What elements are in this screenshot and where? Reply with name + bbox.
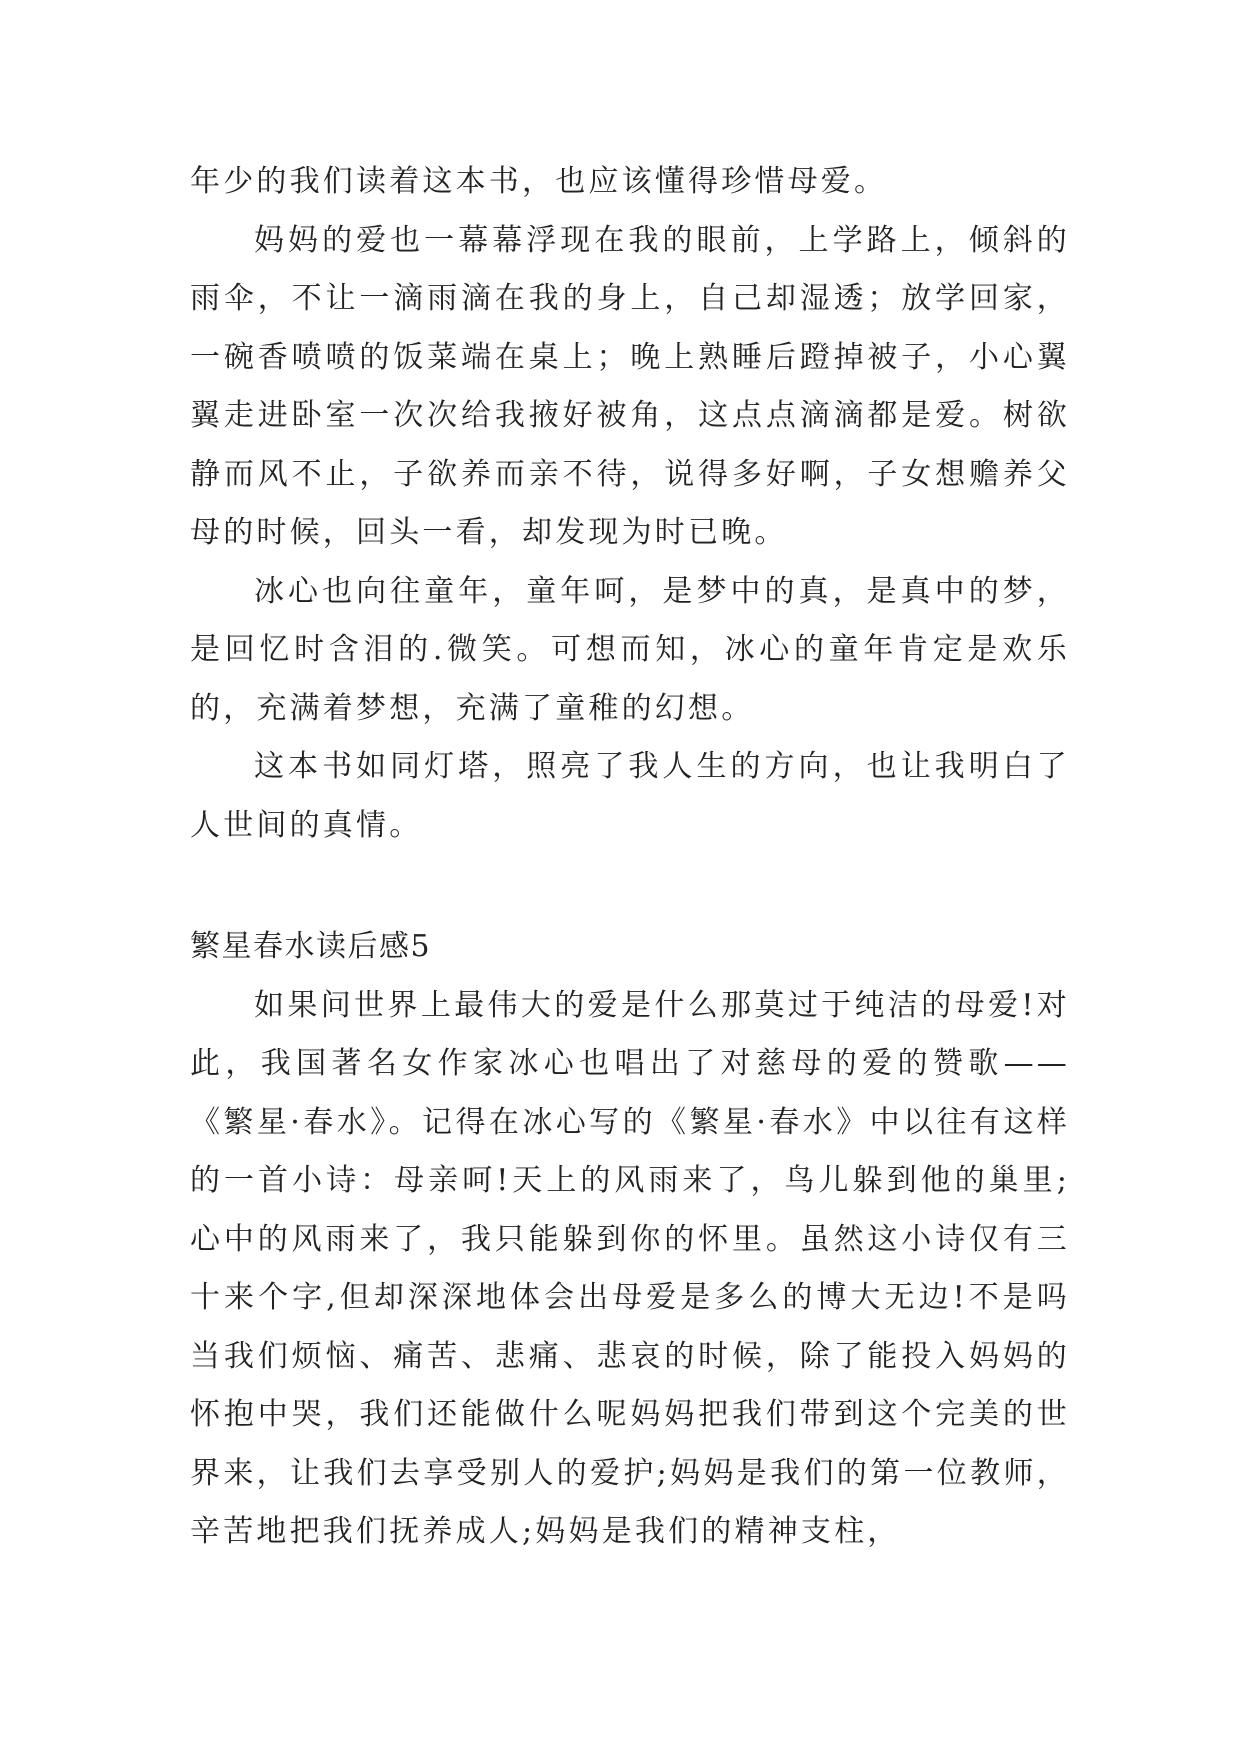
paragraph: 如果问世界上最伟大的爱是什么那莫过于纯洁的母爱!对此，我国著名女作家冰心也唱出了对慈母的爱的赞歌——《繁星·春水》。记得在冰心写的《繁星·春水》中以往有这样的一首小诗：母亲呵!天上的风雨来了，鸟儿躲到他的巢里;心中的风雨来了，我只能躲到你的怀里。虽然这小诗仅有三十来个字,但却深深地体会出母爱是多么的博大无边!不是吗当我们烦恼、痛苦、悲痛、悲哀的时候，除了能投入妈妈的怀抱中哭，我们还能做什么呢妈妈把我们带到这个完美的世界来，让我们去享受别人的爱护;妈妈是我们的第一位教师，辛苦地把我们抚养成人;妈妈是我们的精神支柱， (190, 987, 1070, 1549)
paragraph: 妈妈的爱也一幕幕浮现在我的眼前，上学路上，倾斜的雨伞，不让一滴雨滴在我的身上，自己却湿透；放学回家，一碗香喷喷的饭菜端在桌上；晚上熟睡后蹬掉被子，小心翼翼走进卧室一次次给我掖好被角，这点点滴滴都是爱。树欲静而风不止，子欲养而亲不待，说得多好啊，子女想赡养父母的时候，回头一看，却发现为时已晚。 (190, 222, 1070, 550)
paragraph-continuation: 年少的我们读着这本书，也应该懂得珍惜母爱。 (190, 164, 888, 199)
section-title: 繁星春水读后感5 (190, 929, 432, 964)
paragraph: 冰心也向往童年，童年呵，是梦中的真，是真中的梦，是回忆时含泪的.微笑。可想而知，冰心的童年肯定是欢乐的，充满着梦想，充满了童稚的幻想。 (190, 573, 1070, 726)
document-page (190, 153, 1070, 1562)
paragraph: 这本书如同灯塔，照亮了我人生的方向，也让我明白了人世间的真情。 (190, 749, 1070, 843)
